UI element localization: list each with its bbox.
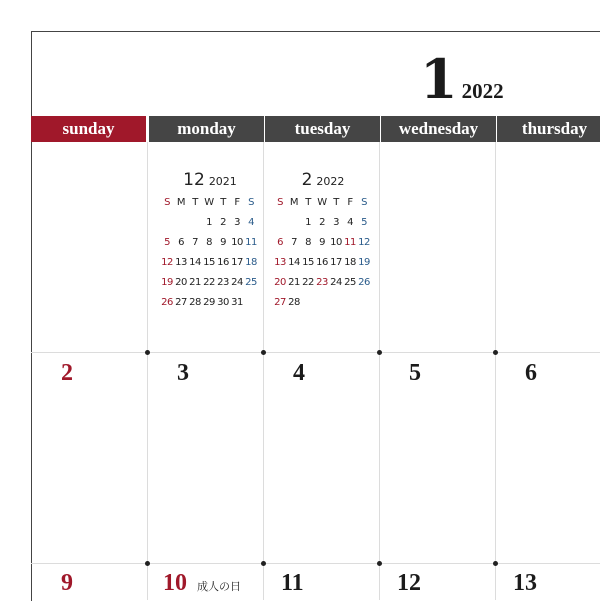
mini-date: 12 xyxy=(358,236,370,248)
date-cell-monday-holiday[interactable]: 10 xyxy=(163,570,187,596)
mini-date: 5 xyxy=(361,216,367,228)
mini-month: 12 xyxy=(183,170,205,190)
mini-date: 8 xyxy=(305,236,311,248)
mini-weekday-label: W xyxy=(204,196,214,208)
date-cell-tuesday[interactable]: 11 xyxy=(281,570,304,596)
mini-date: 27 xyxy=(274,296,286,308)
column-divider xyxy=(379,142,380,600)
date-cell-sunday[interactable]: 9 xyxy=(61,570,73,596)
mini-date: 12 xyxy=(161,256,173,268)
mini-date: 18 xyxy=(344,256,356,268)
mini-weekday-row xyxy=(273,192,371,212)
mini-date: 16 xyxy=(217,256,229,268)
weekday-header-tuesday: tuesday xyxy=(265,116,380,142)
mini-date: 13 xyxy=(175,256,187,268)
mini-weekday-label: S xyxy=(277,196,283,208)
mini-weekday-label: T xyxy=(220,196,226,208)
mini-date: 31 xyxy=(231,296,243,308)
mini-date: 28 xyxy=(189,296,201,308)
weekday-header-wednesday: wednesday xyxy=(381,116,496,142)
mini-date: 9 xyxy=(220,236,226,248)
mini-week-row xyxy=(273,212,371,232)
holiday-label: 成人の日 xyxy=(197,580,241,593)
grid-dot xyxy=(493,561,498,566)
mini-date: 13 xyxy=(274,256,286,268)
mini-weekday-label: S xyxy=(248,196,254,208)
row-divider xyxy=(31,352,600,353)
mini-date: 14 xyxy=(288,256,300,268)
mini-week-row xyxy=(273,232,371,252)
mini-date: 3 xyxy=(333,216,339,228)
mini-week-row xyxy=(273,252,371,272)
mini-date: 19 xyxy=(161,276,173,288)
mini-date: 21 xyxy=(288,276,300,288)
mini-date: 6 xyxy=(277,236,283,248)
mini-date: 15 xyxy=(203,256,215,268)
date-cell-wednesday[interactable]: 5 xyxy=(409,360,421,386)
mini-date: 29 xyxy=(203,296,215,308)
grid-dot xyxy=(377,561,382,566)
mini-date: 6 xyxy=(178,236,184,248)
mini-weekday-label: S xyxy=(361,196,367,208)
mini-date: 26 xyxy=(161,296,173,308)
mini-calendar-grid xyxy=(273,192,371,312)
column-divider xyxy=(263,142,264,600)
weekday-header-sunday: sunday xyxy=(31,116,146,142)
row-divider xyxy=(31,563,600,564)
mini-week-row xyxy=(160,232,258,252)
grid-dot xyxy=(261,561,266,566)
mini-weekday-label: T xyxy=(333,196,339,208)
mini-year: 2022 xyxy=(316,175,345,188)
month-header xyxy=(420,47,504,111)
mini-date: 4 xyxy=(347,216,353,228)
mini-date: 3 xyxy=(234,216,240,228)
mini-weekday-label: T xyxy=(305,196,311,208)
date-cell-monday[interactable]: 3 xyxy=(177,360,189,386)
date-cell-tuesday[interactable]: 4 xyxy=(293,360,305,386)
grid-dot xyxy=(145,561,150,566)
mini-date: 25 xyxy=(344,276,356,288)
mini-date: 2 xyxy=(220,216,226,228)
date-cell-sunday[interactable]: 2 xyxy=(61,360,73,386)
grid-dot xyxy=(377,350,382,355)
mini-weekday-label: M xyxy=(176,196,186,208)
mini-date: 15 xyxy=(302,256,314,268)
mini-week-row xyxy=(160,252,258,272)
mini-calendar-title xyxy=(273,170,373,190)
mini-calendar-title xyxy=(160,170,260,190)
mini-date: 10 xyxy=(231,236,243,248)
mini-date: 11 xyxy=(245,236,257,248)
mini-year: 2021 xyxy=(208,175,237,188)
date-cell-thursday[interactable]: 6 xyxy=(525,360,537,386)
mini-weekday-label: W xyxy=(317,196,327,208)
mini-date: 7 xyxy=(192,236,198,248)
mini-month: 2 xyxy=(301,170,313,190)
month-number: 1 xyxy=(420,47,458,111)
mini-week-row xyxy=(160,212,258,232)
mini-date: 25 xyxy=(245,276,257,288)
mini-date: 1 xyxy=(305,216,311,228)
mini-date: 22 xyxy=(302,276,314,288)
date-cell-wednesday[interactable]: 12 xyxy=(397,570,421,596)
mini-date: 20 xyxy=(274,276,286,288)
mini-date: 19 xyxy=(358,256,370,268)
mini-date: 16 xyxy=(316,256,328,268)
month-year: 2022 xyxy=(461,79,504,103)
mini-date: 17 xyxy=(231,256,243,268)
mini-date: 10 xyxy=(330,236,342,248)
mini-weekday-label: F xyxy=(234,196,240,208)
mini-date: 9 xyxy=(319,236,325,248)
mini-date: 18 xyxy=(245,256,257,268)
mini-date: 21 xyxy=(189,276,201,288)
mini-date: 4 xyxy=(248,216,254,228)
weekday-header-thursday: thursday xyxy=(497,116,600,142)
mini-week-row xyxy=(273,272,371,292)
mini-date: 28 xyxy=(288,296,300,308)
column-divider xyxy=(147,142,148,600)
grid-dot xyxy=(145,350,150,355)
date-cell-thursday[interactable]: 13 xyxy=(513,570,537,596)
mini-date: 30 xyxy=(217,296,229,308)
mini-date: 17 xyxy=(330,256,342,268)
mini-date: 14 xyxy=(189,256,201,268)
mini-week-row xyxy=(273,292,371,312)
mini-date: 7 xyxy=(291,236,297,248)
mini-weekday-label: M xyxy=(289,196,299,208)
mini-date: 24 xyxy=(231,276,243,288)
mini-date: 24 xyxy=(330,276,342,288)
mini-weekday-row xyxy=(160,192,258,212)
mini-date: 26 xyxy=(358,276,370,288)
mini-date: 8 xyxy=(206,236,212,248)
mini-date: 22 xyxy=(203,276,215,288)
mini-weekday-label: T xyxy=(192,196,198,208)
mini-date: 23 xyxy=(316,276,328,288)
mini-weekday-label: F xyxy=(347,196,353,208)
mini-calendar-grid xyxy=(160,192,258,312)
mini-date: 20 xyxy=(175,276,187,288)
mini-weekday-label: S xyxy=(164,196,170,208)
mini-week-row xyxy=(160,292,258,312)
mini-week-row xyxy=(160,272,258,292)
mini-date: 2 xyxy=(319,216,325,228)
mini-date: 1 xyxy=(206,216,212,228)
grid-dot xyxy=(493,350,498,355)
mini-date: 11 xyxy=(344,236,356,248)
grid-dot xyxy=(261,350,266,355)
mini-date: 23 xyxy=(217,276,229,288)
weekday-header-monday: monday xyxy=(149,116,264,142)
mini-date: 5 xyxy=(164,236,170,248)
column-divider xyxy=(495,142,496,600)
mini-date: 27 xyxy=(175,296,187,308)
